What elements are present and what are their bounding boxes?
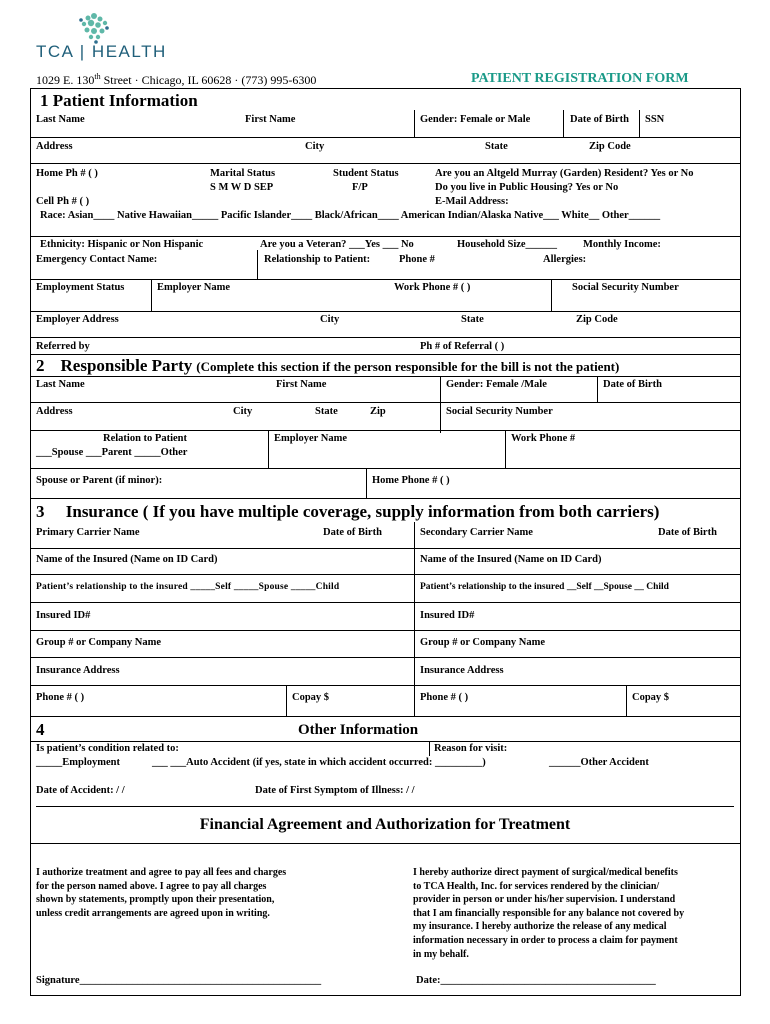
s1-employer-city-label: City [320, 314, 340, 325]
s1-referred-by-label: Referred by [36, 341, 90, 352]
s2-work-phone-label: Work Phone # [511, 433, 576, 444]
s3-relationship-left-label: Patient’s relationship to the insured _____Self _____Spouse _____Child [36, 582, 340, 592]
s1-income-label: Monthly Income: [583, 239, 661, 250]
s4-date-symptom-label: Date of First Symptom of Illness: / / [255, 785, 415, 796]
s1-marital-label: Marital Status [210, 168, 276, 179]
s1-veteran-label: Are you a Veteran? ___Yes ___ No [260, 239, 414, 250]
s3-primary-dob-label: Date of Birth [323, 527, 382, 538]
s3-group2-label: Group # or Company Name [420, 637, 546, 648]
s1-home-phone-label: Home Ph # ( ) [36, 168, 98, 179]
s2-city-label: City [233, 406, 253, 417]
s1-work-phone-label: Work Phone # ( ) [394, 282, 471, 293]
s3-phone-label: Phone # ( ) [36, 692, 85, 703]
s1-state-label: State [485, 141, 508, 152]
agreement-left-paragraph [36, 866, 286, 920]
signature-field[interactable]: Signature______________________________________________ [36, 975, 322, 986]
agreement-right-line: to TCA Health, Inc. for services rendered by the clinician/ [413, 880, 660, 892]
section3-title: Insurance ( If you have multiple coverage, supply information from both carriers) [65, 502, 660, 521]
s1-marital-options: S M W D SEP [210, 182, 274, 193]
s2-last-name-label: Last Name [36, 379, 85, 390]
section1-heading [40, 91, 198, 111]
agreement-right-line: I hereby authorize direct payment of surgical/medical benefits [413, 867, 678, 878]
s4-reason-label: Reason for visit: [434, 743, 508, 754]
agreement-right-paragraph [413, 866, 684, 961]
s3-copay2-label: Copay $ [632, 692, 670, 703]
section4-title: Other Information [298, 722, 419, 738]
section2-subtitle: (Complete this section if the person responsible for the bill is not the patient) [196, 359, 620, 374]
section2-title: Responsible Party [60, 356, 193, 375]
s4-condition-label: Is patient’s condition related to: [36, 743, 179, 754]
s1-city-label: City [305, 141, 325, 152]
s1-ss-number-label: Social Security Number [572, 282, 679, 293]
form-title: PATIENT REGISTRATION FORM [471, 71, 689, 86]
s1-employer-address-label: Employer Address [36, 314, 119, 325]
s1-allergies-label: Allergies: [543, 254, 587, 265]
section3-number: 3 [36, 502, 45, 521]
s2-ssn-label: Social Security Number [446, 406, 553, 417]
section1-number: 1 [40, 91, 49, 110]
s3-group-label: Group # or Company Name [36, 637, 162, 648]
s1-student-label: Student Status [333, 168, 399, 179]
agreement-right-line: information necessary in order to process a claim for payment [413, 934, 678, 946]
agreement-title: Financial Agreement and Authorization for Treatment [199, 816, 571, 833]
section4-number: 4 [36, 720, 45, 739]
s1-first-name-label: First Name [245, 114, 296, 125]
s1-email-label: E-Mail Address: [435, 196, 509, 207]
agreement-right-line: provider in person or under his/her supervision. I understand [413, 894, 676, 906]
s4-auto-accident-label: ___ ___Auto Accident (if yes, state in which accident occurred: _________) [152, 757, 486, 768]
s3-insured-id-label: Insured ID# [36, 610, 91, 621]
s3-primary-carrier-label: Primary Carrier Name [36, 527, 140, 538]
s1-gender-label: Gender: Female or Male [420, 114, 531, 125]
section2-heading [36, 356, 619, 376]
s3-insured-id2-label: Insured ID# [420, 610, 475, 621]
agreement-left-line: I authorize treatment and agree to pay all fees and charges [36, 867, 287, 878]
s4-other-accident-label: ______Other Accident [549, 757, 649, 768]
s1-emergency-label: Emergency Contact Name: [36, 254, 158, 265]
s3-phone2-label: Phone # ( ) [420, 692, 469, 703]
s1-employment-status-label: Employment Status [36, 282, 125, 293]
s2-relation-label: Relation to Patient [103, 433, 187, 444]
s2-home-phone-label: Home Phone # ( ) [372, 475, 450, 486]
logo-text: TCA | HEALTH [36, 42, 167, 61]
s2-gender-label: Gender: Female /Male [446, 379, 547, 390]
s2-dob-label: Date of Birth [603, 379, 662, 390]
agreement-right-line: in my behalf. [413, 948, 469, 960]
s1-student-options: F/P [352, 182, 368, 193]
s2-employer-name-label: Employer Name [274, 433, 348, 444]
s1-phone-label: Phone # [399, 254, 435, 265]
s1-altgeld-label: Are you an Altgeld Murray (Garden) Resident? Yes or No [435, 168, 694, 179]
s2-relation-options: ___Spouse ___Parent _____Other [36, 447, 188, 458]
s3-ins-address-label: Insurance Address [36, 665, 120, 676]
s1-last-name-label: Last Name [36, 114, 85, 125]
s2-address-label: Address [36, 406, 73, 417]
section3-heading [36, 502, 659, 522]
s1-household-label: Household Size______ [457, 239, 558, 250]
s1-ssn-label: SSN [645, 114, 665, 125]
s1-employer-name-label: Employer Name [157, 282, 231, 293]
s1-dob-label: Date of Birth [570, 114, 629, 125]
s1-public-housing-label: Do you live in Public Housing? Yes or No [435, 182, 619, 193]
s1-race-label: Race: Asian____ Native Hawaiian_____ Pacific Islander____ Black/African____ American Indian/Alaska Native___ White__ Other______ [40, 210, 661, 221]
s1-ethnicity-label: Ethnicity: Hispanic or Non Hispanic [40, 239, 204, 250]
section1-title: Patient Information [52, 91, 198, 110]
s2-state-label: State [315, 406, 338, 417]
s3-secondary-carrier-label: Secondary Carrier Name [420, 527, 533, 538]
agreement-left-line: unless credit arrangements are agreed upon in writing. [36, 907, 270, 919]
s2-zip-label: Zip [370, 406, 386, 417]
s1-employer-state-label: State [461, 314, 484, 325]
s1-employer-zip-label: Zip Code [576, 314, 618, 325]
logo-wordmark [36, 42, 167, 62]
s1-cell-phone-label: Cell Ph # ( ) [36, 196, 90, 207]
s3-copay-label: Copay $ [292, 692, 330, 703]
agreement-left-line: for the person named above. I agree to pay all charges [36, 880, 267, 892]
s4-employment-label: _____Employment [36, 757, 120, 768]
s3-relationship-right-label: Patient’s relationship to the insured __Self __Spouse __ Child [420, 582, 669, 592]
s1-referral-phone-label: Ph # of Referral ( ) [420, 341, 505, 352]
s3-insured-name2-label: Name of the Insured (Name on ID Card) [420, 554, 602, 565]
agreement-right-line: my insurance. I hereby authorize the release of any medical [413, 921, 667, 933]
s2-first-name-label: First Name [276, 379, 327, 390]
agreement-left-line: shown by statements, promptly upon their presentation, [36, 894, 275, 906]
s3-insured-name-label: Name of the Insured (Name on ID Card) [36, 554, 218, 565]
s3-ins-address2-label: Insurance Address [420, 665, 504, 676]
s2-spouse-parent-label: Spouse or Parent (if minor): [36, 475, 163, 486]
s3-secondary-dob-label: Date of Birth [658, 527, 717, 538]
s1-zip-label: Zip Code [589, 141, 631, 152]
s1-address-label: Address [36, 141, 73, 152]
s4-date-accident-label: Date of Accident: / / [36, 785, 125, 796]
clinic-address: 1029 E. 130th Street · Chicago, IL 60628 · (773) 995-6300 [36, 72, 317, 87]
s1-relationship-label: Relationship to Patient: [264, 254, 371, 265]
agreement-right-line: that I am financially responsible for any balance not covered by [413, 907, 685, 919]
section2-number: 2 [36, 356, 45, 375]
date-field[interactable]: Date:_________________________________________ [416, 975, 656, 986]
